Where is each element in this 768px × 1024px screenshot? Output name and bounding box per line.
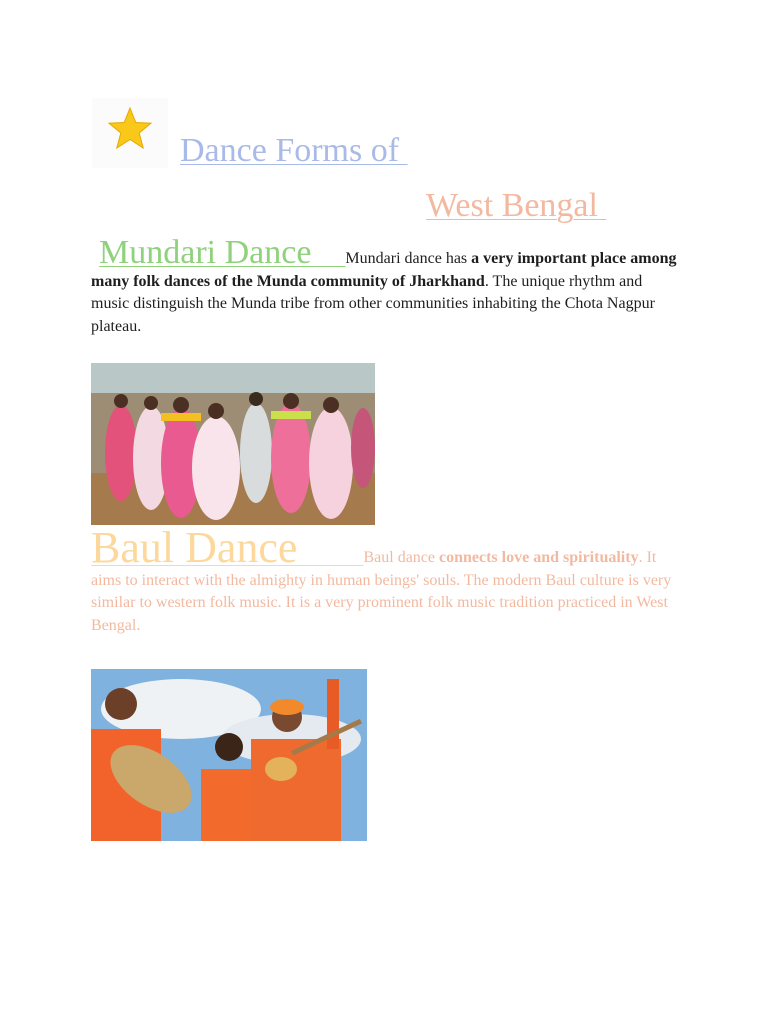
mundari-section	[91, 234, 681, 338]
baul-dance-photo	[91, 669, 367, 841]
mundari-text-2: . The unique rhythm and music distinguish the Munda tribe from other communities inhabiting the Chota Nagpur plateau.	[91, 272, 655, 335]
mundari-text-1: Mundari dance has	[345, 250, 472, 267]
baul-section	[91, 523, 681, 637]
mundari-heading: Mundari Dance	[99, 234, 312, 271]
star-icon	[92, 98, 168, 168]
page-title-line-1: Dance Forms of	[180, 132, 408, 169]
page-title-line-2: West Bengal	[426, 187, 607, 224]
baul-text-bold: connects love and spirituality	[439, 549, 639, 566]
baul-heading: Baul Dance	[91, 523, 298, 572]
mundari-text-bold: a very important place among many folk dances of the Munda community of Jharkhand	[91, 250, 677, 290]
baul-text-2: . It aims to interact with the almighty in human beings' souls. The modern Baul culture is very similar to western folk music. It is a very prominent folk music tradition practiced in West Bengal.	[91, 549, 672, 634]
baul-text-1: Baul dance	[363, 549, 439, 566]
mundari-dance-photo	[91, 363, 375, 525]
